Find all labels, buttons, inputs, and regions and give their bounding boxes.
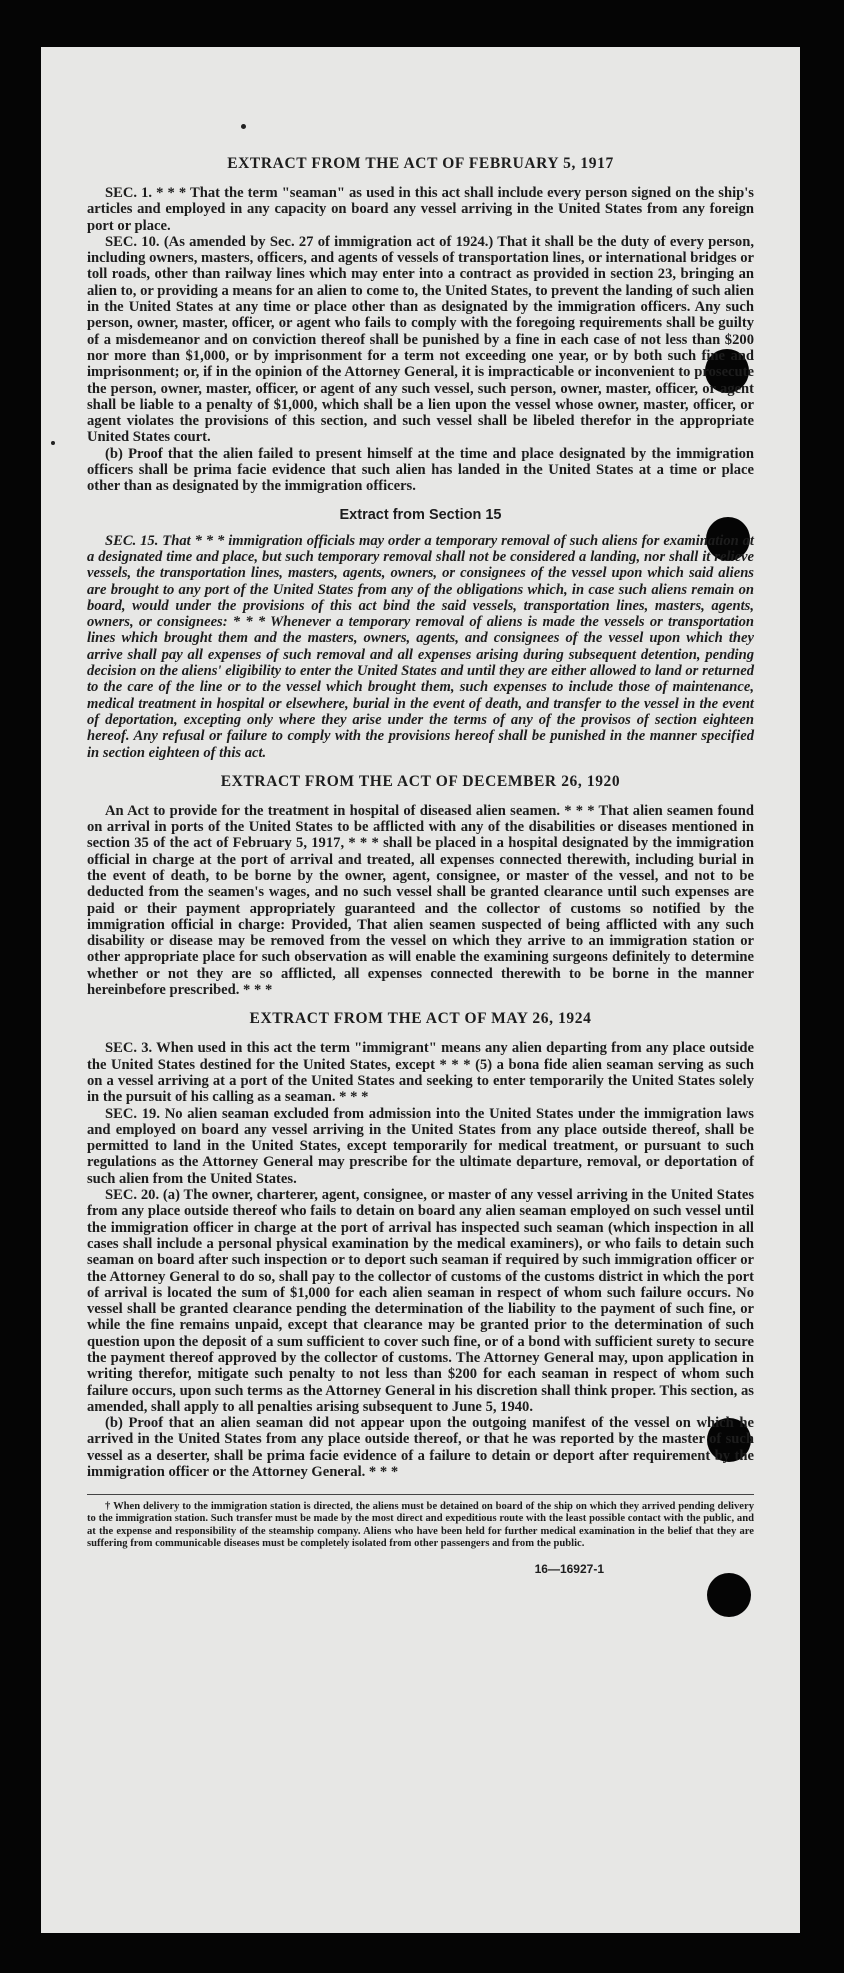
paragraph: SEC. 19. No alien seaman excluded from admission into the United States under the immigration laws and employed on board any vessel arriving in the United States from any place outside thereof, shall be permitted to land in the United States, except temporarily for medical treatment, or pursuant to such regulations as the Attorney General may prescribe for the ultimate departure, removal, or deportation of such alien from the United States. bbox=[87, 1105, 754, 1187]
ink-speck bbox=[51, 441, 55, 445]
footnote-divider bbox=[87, 1494, 754, 1495]
paragraph: SEC. 15. That * * * immigration officials may order a temporary removal of such aliens for examination at a designated time and place, but such temporary removal shall not be considered a landing, nor shall it relieve vessels, the transportation lines, masters, agents, owners, or consignees of the vessel upon which said aliens are brought to any port of the United States from any of the obligations which, in case such aliens remain on board, would under the provisions of this act bind the said vessels, transportation lines, masters, agents, owners, or consignees: * * * Whenever a temporary removal of aliens is made the vessels or transportation lines which brought them and the masters, owners, agents, and consignees of the vessel upon which they arrive shall pay all expenses of such removal and all expenses arising during subsequent detention, pending decision on the aliens' eligibility to enter the United States and until they are either allowed to land or returned to the care of the line or to the vessel which brought them, such expenses to include those of maintenance, medical treatment in hospital or elsewhere, burial in the event of death, and transfer to the vessel in the event of deportation, excepting only where they arise under the terms of any of the provisos of section eighteen hereof. Any refusal or failure to comply with the provisions hereof shall be punished in the manner specified in section eighteen of this act. bbox=[87, 532, 754, 761]
paragraph: (b) Proof that the alien failed to present himself at the time and place designated by the immigration officers shall be prima facie evidence that such alien has landed in the United States at a time or place other than as designated by the immigration officers. bbox=[87, 445, 754, 495]
section-may-1924 bbox=[87, 1010, 754, 1480]
section-dec-1920 bbox=[87, 773, 754, 999]
paragraph: SEC. 3. When used in this act the term "immigrant" means any alien departing from any place outside the United States destined for the United States, except * * * (5) a bona fide alien seaman serving as such on a vessel arriving at a port of the United States and seeking to enter temporarily the United States solely in the pursuit of his calling as a seaman. * * * bbox=[87, 1040, 754, 1106]
paragraph: (b) Proof that an alien seaman did not appear upon the outgoing manifest of the vessel on which he arrived in the United States from any place outside thereof, or that he was reported by the master of such vessel as a deserter, shall be prima facie evidence of a failure to detain or deport after requirement by the immigration officer or the Attorney General. * * * bbox=[87, 1415, 754, 1481]
paragraph: SEC. 10. (As amended by Sec. 27 of immigration act of 1924.) That it shall be the duty of every person, including owners, masters, officers, and agents of vessels of transportation lines, or international bridges or toll roads, other than railway lines which may enter into a contract as provided in section 23, bringing an alien to, or providing a means for an alien to come to, the United States, to prevent the landing of such alien in the United States at any time or place other than as designated by the immigration officers. Any such person, owner, master, officer, or agent who fails to comply with the foregoing requirements shall be guilty of a misdemeanor and on conviction thereof shall be punished by a fine in each case of not less than $200 nor more than $1,000, or by imprisonment for a term not exceeding one year, or by both such fine and imprisonment; or, if in the opinion of the Attorney General, it is impracticable or inconvenient to prosecute the person, owner, master, officer, or agent of any such vessel, such person, owner, master, officer, or agent shall be liable to a penalty of $1,000, which shall be a lien upon the vessel whose owner, master, officer, or agent violates the provisions of this section, and such vessel shall be libeled therefor in the appropriate United States court. bbox=[87, 233, 754, 446]
paragraph: SEC. 1. * * * That the term "seaman" as used in this act shall include every person signed on the ship's articles and employed in any capacity on board any vessel arriving in the United States from any foreign port or place. bbox=[87, 185, 754, 234]
paragraph: An Act to provide for the treatment in hospital of diseased alien seamen. * * * That alien seamen found on arrival in ports of the United States to be afflicted with any of the disabilities or diseases mentioned in section 35 of the act of February 5, 1917, * * * shall be placed in a hospital designated by the immigration official in charge at the port of arrival and treated, all expenses connected therewith, including burial in the event of death, to be borne by the owner, agent, consignee, or master of the vessel, and not to be deducted from the seamen's wages, and no such vessel shall be granted clearance until such expenses are paid or their payment appropriately guaranteed and the collector of customs so notified by the immigration official in charge: Provided, That alien seamen suspected of being afflicted with any such disability or disease may be removed from the vessel on which they arrive to an immigration station or other appropriate place for such observation as will enable the examining surgeons definitely to determine whether or not they are so afflicted, all expenses connected therewith to be borne in the manner hereinbefore prescribed. * * * bbox=[87, 802, 754, 999]
footnote: † When delivery to the immigration station is directed, the aliens must be detained on board of the ship on which they arrived pending delivery to the immigration station. Such transfer must be made by the most direct and expeditious route with the least possible contact with the public, and at the expense and responsibility of the steamship company. Aliens who have been held for further medical examination in the belief that they are suffering from communicable diseases must be completely isolated from other passengers and from the public. bbox=[87, 1501, 754, 1549]
section-heading: EXTRACT FROM THE ACT OF MAY 26, 1924 bbox=[249, 1010, 592, 1028]
section-feb-1917 bbox=[87, 155, 754, 495]
section-heading: EXTRACT FROM THE ACT OF DECEMBER 26, 1920 bbox=[220, 772, 621, 790]
document-body bbox=[87, 155, 754, 1576]
form-number: 16—16927-1 bbox=[534, 1561, 604, 1576]
section-heading: Extract from Section 15 bbox=[339, 506, 502, 523]
document-page bbox=[41, 47, 800, 1933]
section-heading: EXTRACT FROM THE ACT OF FEBRUARY 5, 1917 bbox=[227, 155, 614, 172]
ink-speck bbox=[241, 124, 246, 129]
section-15-extract bbox=[87, 507, 754, 761]
punch-hole bbox=[707, 1573, 751, 1617]
paragraph: SEC. 20. (a) The owner, charterer, agent, consignee, or master of any vessel arriving in the United States from any place outside thereof who fails to detain on board any alien seaman employed on such vessel until the immigration officer in charge at the port of arrival has inspected such seaman (which inspection in all cases shall include a personal physical examination by the medical examiners), or who fails to detain such seaman on board after such inspection or to deport such seaman if required by such immigration officer or the Attorney General to do so, shall pay to the collector of customs of the customs district in which the port of arrival is located the sum of $1,000 for each alien seaman in respect of whom such failure occurs. No vessel shall be granted clearance pending the determination of the liability to the payment of such fine, or while the fine remains unpaid, except that clearance may be granted prior to the determination of such question upon the deposit of a sum sufficient to cover such fine, or of a bond with sufficient surety to secure the payment thereof approved by the collector of customs. The Attorney General may, upon application in writing therefor, mitigate such penalty to not less than $200 for each seaman in respect of whom such failure occurs, upon such terms as the Attorney General in his discretion shall think proper. This section, as amended, shall apply to all penalties arising subsequent to June 5, 1940. bbox=[87, 1187, 754, 1415]
